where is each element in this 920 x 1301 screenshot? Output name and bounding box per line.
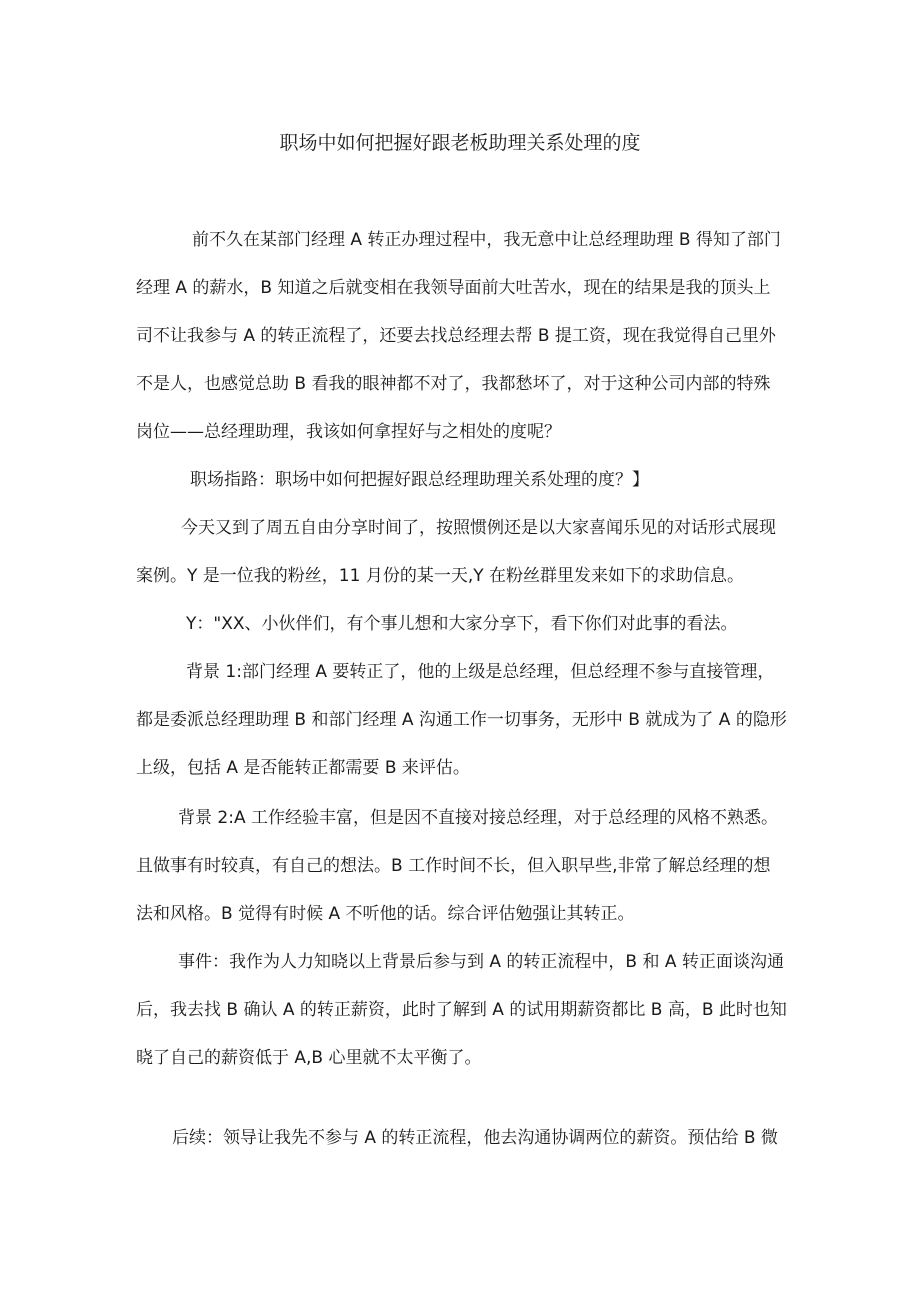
- paragraph-line: 背景 2:A 工作经验丰富，但是因不直接对接总经理，对于总经理的风格不熟悉。: [178, 808, 778, 828]
- paragraph-line: 今天又到了周五自由分享时间了，按照惯例还是以大家喜闻乐见的对话形式展现: [181, 518, 776, 538]
- paragraph-line: Y："XX、小伙伴们，有个事儿想和大家分享下，看下你们对此事的看法。: [186, 614, 738, 634]
- paragraph-line: 后，我去找 B 确认 A 的转正薪资，此时了解到 A 的试用期薪资都比 B 高，B 此时也知: [136, 1000, 787, 1020]
- document-title: 职场中如何把握好跟老板助理关系处理的度: [279, 132, 641, 154]
- paragraph-line: 司不让我参与 A 的转正流程了，还要去找总经理去帮 B 提工资，现在我觉得自己里外: [136, 326, 776, 346]
- paragraph-line: 且做事有时较真，有自己的想法。B 工作时间不长，但入职早些,非常了解总经理的想: [136, 856, 771, 876]
- paragraph-line: 职场指路：职场中如何把握好跟总经理助理关系处理的度？】: [190, 470, 649, 490]
- paragraph-line: 事件：我作为人力知晓以上背景后参与到 A 的转正流程中，B 和 A 转正面谈沟通: [178, 952, 784, 972]
- paragraph-line: 后续：领导让我先不参与 A 的转正流程，他去沟通协调两位的薪资。预估给 B 微: [172, 1128, 778, 1148]
- paragraph-line: 上级，包括 A 是否能转正都需要 B 来评估。: [136, 758, 470, 778]
- paragraph-line: 背景 1:部门经理 A 要转正了，他的上级是总经理，但总经理不参与直接管理，: [186, 662, 775, 682]
- paragraph-line: 经理 A 的薪水，B 知道之后就变相在我领导面前大吐苦水，现在的结果是我的顶头上: [136, 278, 771, 298]
- paragraph-line: 不是人，也感觉总助 B 看我的眼神都不对了，我都愁坏了，对于这种公司内部的特殊: [136, 374, 771, 394]
- paragraph-line: 法和风格。B 觉得有时候 A 不听他的话。综合评估勉强让其转正。: [136, 904, 635, 924]
- paragraph-line: 都是委派总经理助理 B 和部门经理 A 沟通工作一切事务，无形中 B 就成为了 A 的隐形: [136, 710, 787, 730]
- paragraph-line: 前不久在某部门经理 A 转正办理过程中，我无意中让总经理助理 B 得知了部门: [192, 230, 781, 250]
- paragraph-line: 岗位——总经理助理，我该如何拿捏好与之相处的度呢？: [136, 422, 561, 442]
- paragraph-line: 案例。Y 是一位我的粉丝，11 月份的某一天,Y 在粉丝群里发来如下的求助信息。: [136, 566, 745, 586]
- paragraph-line: 晓了自己的薪资低于 A,B 心里就不太平衡了。: [136, 1048, 482, 1068]
